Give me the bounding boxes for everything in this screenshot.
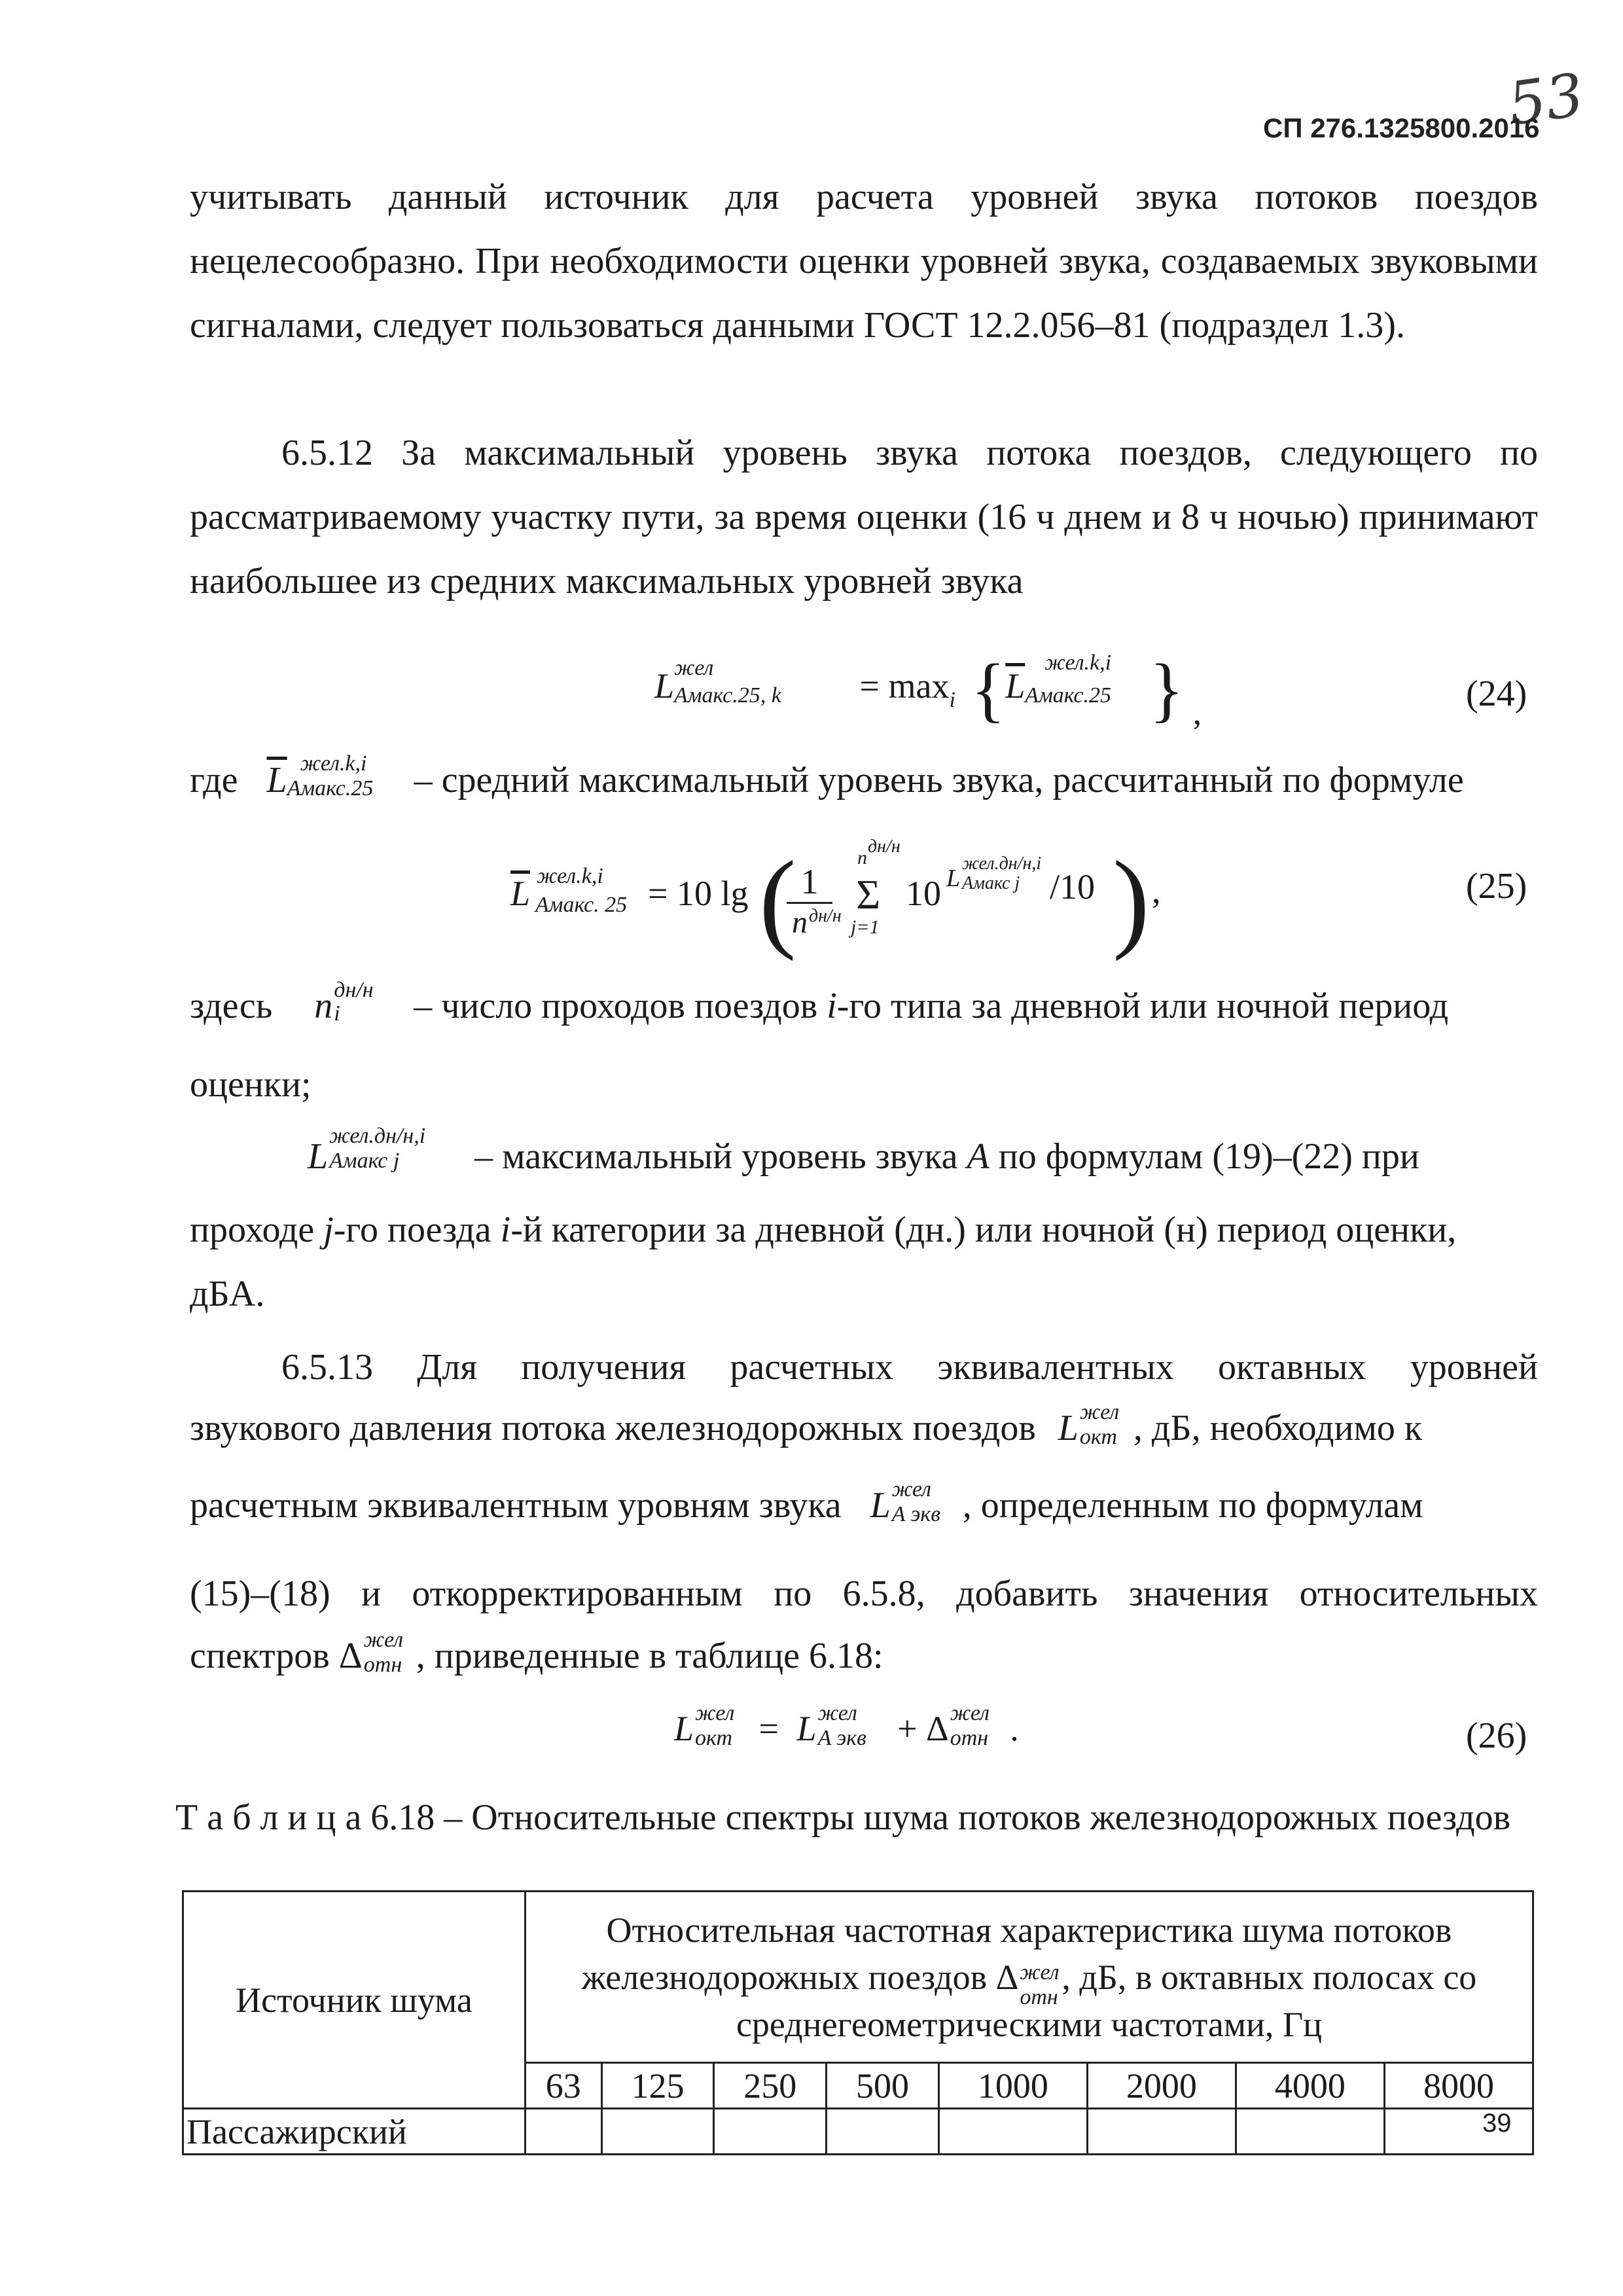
- table-cell: [827, 2109, 939, 2155]
- formula-26-lhs-symbol: L: [674, 1709, 694, 1748]
- formula-25-exp-L: L: [946, 865, 961, 892]
- paragraph-6-5-13-line-3: [190, 1477, 1423, 1528]
- formula-25-sigma: Σ: [856, 871, 881, 918]
- table-freq-2000: 2000: [1087, 2063, 1236, 2109]
- formula-24-rhs-sup: жел.k,i: [1044, 650, 1112, 675]
- formula-26-dot: .: [1010, 1709, 1019, 1748]
- p3-line5-b: , приведенные в таблице 6.18:: [416, 1636, 883, 1676]
- formula-26-delta-sup: жел: [950, 1700, 990, 1725]
- formula-25-sum-lower: j=1: [851, 916, 880, 938]
- paragraph-6-5-13-line-4: (15)–(18) и откорректированным по 6.5.8, добавить значения относительных: [190, 1573, 1538, 1614]
- def-2-j: j: [323, 1210, 334, 1250]
- p3-line3-b: , определенным по формулам: [962, 1485, 1423, 1526]
- p3-line2-b: , дБ, необходимо к: [1133, 1408, 1423, 1448]
- p3-line5-a: спектров Δ: [190, 1636, 363, 1676]
- formula-26: [674, 1700, 1019, 1752]
- formula-25-10lg: = 10 lg: [648, 874, 749, 913]
- table-6-18: [182, 1890, 1534, 2155]
- formula-25-lhs-sup: жел.k,i: [537, 864, 603, 888]
- here-25-symbol: n: [314, 986, 333, 1026]
- formula-26-plus-delta: + Δ: [897, 1709, 949, 1748]
- p3-line3-sub: A экв: [891, 1502, 941, 1527]
- where-24: [190, 751, 1464, 806]
- formula-24-rhs-symbol: $\overline{L}$: [1005, 666, 1026, 706]
- def-2-text-b: по формулам (19)–(22) при: [989, 1136, 1419, 1177]
- table-row-source: Пассажирский: [183, 2109, 526, 2155]
- here-25-sub: i: [334, 1001, 340, 1026]
- formula-25-exp-sup: жел.дн/н,i: [962, 853, 1042, 874]
- p3-line2-a: звукового давления потока железнодорожных поездов: [190, 1408, 1036, 1448]
- table-freq-500: 500: [827, 2063, 939, 2109]
- def-2: [308, 1124, 1419, 1183]
- p3-line3-symbol: L: [870, 1485, 891, 1526]
- here-25: [190, 978, 1449, 1029]
- table-header-frequency: [526, 1892, 1533, 2063]
- formula-26-delta-sub: отн: [950, 1725, 989, 1750]
- table-freq-8000: 8000: [1384, 2063, 1533, 2109]
- formula-25-ten: 10: [906, 874, 941, 913]
- table-header-frequency-b: , дБ, в октавных полосах со среднегеометрическими частотами, Гц: [736, 1957, 1477, 2044]
- table-cell: [1087, 2109, 1236, 2155]
- formula-25-sum-upper-n: n: [857, 847, 867, 869]
- table-cell: [714, 2109, 827, 2155]
- here-25-cont: оценки;: [190, 1064, 312, 1105]
- table-cell: [1236, 2109, 1384, 2155]
- p3-line2-sup: жел: [1079, 1400, 1120, 1425]
- table-row: [183, 2109, 1533, 2155]
- p3-line3-sup: жел: [891, 1477, 931, 1502]
- table-freq-1000: 1000: [938, 2063, 1087, 2109]
- paragraph-6-5-13-line-1: 6.5.13 Для получения расчетных эквивалентных октавных уровней: [281, 1347, 1538, 1388]
- formula-25-exp-sub: Aмакс j: [962, 873, 1020, 893]
- def-2-sub: Aмакс j: [329, 1149, 400, 1174]
- here-25-prefix: здесь: [190, 986, 273, 1026]
- formula-26-equals: =: [758, 1709, 779, 1748]
- paragraph-6-5-13-line-5: [190, 1628, 883, 1679]
- p3-line2-sub: окт: [1079, 1425, 1117, 1450]
- handwritten-page-number: 53: [1504, 60, 1588, 139]
- table-freq-250: 250: [714, 2063, 827, 2109]
- page-number: 39: [1482, 2109, 1512, 2138]
- formula-25-one: 1: [800, 862, 819, 901]
- paragraph-6-5-13-line-2: [190, 1400, 1423, 1451]
- def-2-cont-c: -й категории за дневной (дн.) или ночной (н) период оценки,: [510, 1210, 1457, 1250]
- here-25-i: i: [827, 986, 837, 1026]
- def-2-symbol: L: [308, 1136, 329, 1177]
- where-24-sub: Aмакс.25: [287, 776, 374, 801]
- formula-26-L-sup: жел: [817, 1700, 857, 1725]
- formula-25-den-n: n: [792, 905, 808, 940]
- table-header-frequency-a: Относительная частотная характеристика шума потоков железнодорожных поездов Δ: [581, 1910, 1452, 1997]
- table-cell: [938, 2109, 1087, 2155]
- def-2-cont-b: -го поезда: [333, 1210, 501, 1250]
- formula-24-lhs-symbol: L: [654, 666, 675, 706]
- def-2-text-a: – максимальный уровень звука: [474, 1136, 967, 1177]
- table-caption: Т а б л и ц а 6.18 – Относительные спектры шума потоков железнодорожных поездов: [175, 1797, 1511, 1838]
- document-code: СП 276.1325800.2016: [1263, 113, 1540, 143]
- def-2-i: i: [500, 1210, 511, 1250]
- equation-number-25: (25): [1466, 866, 1527, 906]
- formula-26-L: L: [796, 1709, 817, 1748]
- where-24-text: – средний максимальный уровень звука, рассчитанный по формуле: [414, 760, 1464, 800]
- formula-24-lhs-sub: Aмакс.25, k: [674, 683, 781, 708]
- here-25-text-a: – число проходов поездов: [414, 986, 827, 1026]
- where-24-sup: жел.k,i: [300, 751, 367, 776]
- table-freq-63: 63: [526, 2063, 602, 2109]
- formula-26-lhs-sub: окт: [695, 1725, 733, 1750]
- p3-line5-sub: отн: [363, 1653, 402, 1677]
- def-2-sup: жел.дн/н,i: [329, 1124, 426, 1149]
- p3-line2-symbol: L: [1058, 1408, 1079, 1448]
- formula-25: $\overline{L}$ жел.k,i Aмакс. 25 = 10 lg ( 1 n дн/н n дн/н Σ j=1 10 L жел.дн/н,i Aмакс j /10 ) ,: [510, 836, 1161, 961]
- table-cell: [526, 2109, 602, 2155]
- here-25-sup: дн/н: [334, 978, 374, 1003]
- table-header-delta-sup: жел: [1020, 1960, 1060, 1985]
- formula-24-lhs-sup: жел: [674, 655, 714, 680]
- equation-number-26: (26): [1466, 1715, 1527, 1756]
- paragraph-1: учитывать данный источник для расчета уровней звука потоков поездов нецелесообразно. При необходимости оценки уровней звука, создаваемых звуковыми сигналами, следует пользоваться данными ГОСТ 12.2.056–81 (подраздел 1.3).: [190, 177, 1538, 346]
- formula-25-slash10: /10: [1050, 867, 1096, 906]
- p3-line5-sup: жел: [363, 1628, 404, 1653]
- formula-26-lhs-sup: жел: [695, 1700, 735, 1725]
- equation-number-24: (24): [1466, 673, 1527, 714]
- def-2-cont-d: дБА.: [190, 1274, 265, 1314]
- formula-26-L-sub: A экв: [817, 1725, 866, 1750]
- table-freq-4000: 4000: [1236, 2063, 1384, 2109]
- table-cell: [601, 2109, 714, 2155]
- def-2-cont-a: проходе: [190, 1210, 324, 1250]
- where-24-prefix: где: [190, 760, 238, 800]
- def-2-cont: [190, 1209, 1456, 1251]
- formula-25-den-sup: дн/н: [809, 906, 842, 926]
- formula-25-lhs-sub: Aмакс. 25: [535, 893, 628, 917]
- table-header-source: Источник шума: [183, 1892, 526, 2109]
- formula-25-sum-upper-sup: дн/н: [868, 836, 901, 857]
- formula-24-comma: ,: [1192, 692, 1202, 732]
- here-25-text-b: -го типа за дневной или ночной период: [836, 986, 1449, 1026]
- paragraph-6-5-12: 6.5.12 За максимальный уровень звука потока поездов, следующего по рассматриваемому участку пути, за время оценки (16 ч днем и 8 ч ночью) принимают наибольшее из средних максимальных уровней звука: [190, 433, 1538, 601]
- formula-24: L жел Aмакс.25, k = $\max_i \{\overline{L}$ жел.k,i Aмакс.25 } ,: [654, 649, 1202, 732]
- table-header-delta-sub: отн: [1020, 1985, 1058, 2010]
- formula-24-max-sub: i: [949, 687, 955, 712]
- p3-line3-a: расчетным эквивалентным уровням звука: [190, 1485, 842, 1526]
- formula-25-lhs-symbol: $\overline{L}$: [510, 874, 531, 913]
- formula-24-rhs-sub: Aмакс.25: [1025, 683, 1111, 708]
- def-2-A: A: [967, 1136, 990, 1177]
- formula-25-comma: ,: [1152, 871, 1161, 910]
- table-freq-125: 125: [601, 2063, 714, 2109]
- formula-24-max: = max: [859, 666, 950, 706]
- where-24-symbol: $\overline{L}$: [266, 760, 287, 800]
